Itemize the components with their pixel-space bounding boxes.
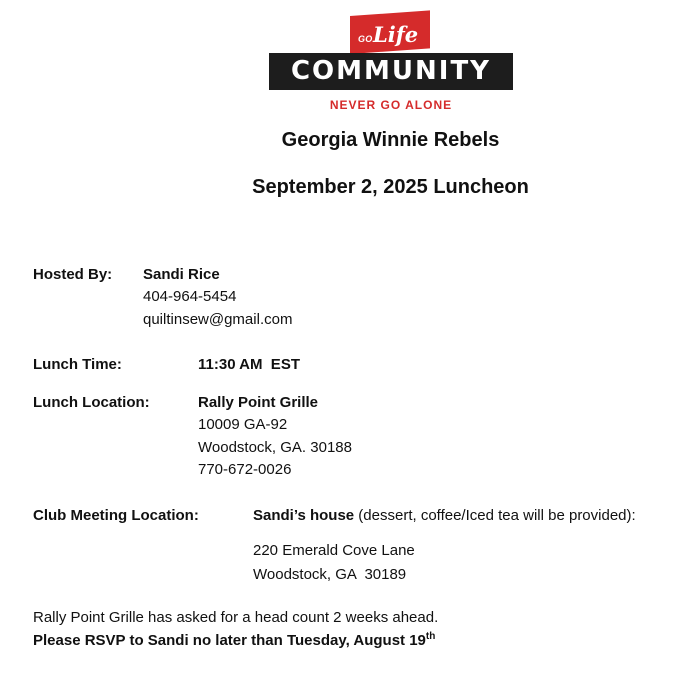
logo-community-text: COMMUNITY [290, 56, 492, 86]
club-meeting-address2: Woodstock, GA 30189 [253, 566, 407, 583]
rsvp-date-suffix: th [425, 631, 436, 642]
lunch-location-address2: Woodstock, GA. 30188 [198, 439, 352, 456]
club-meeting-label: Club Meeting Location: [33, 507, 199, 524]
lunch-location-name: Rally Point Grille [198, 394, 319, 411]
host-name: Sandi Rice [143, 266, 220, 283]
hosted-by-label: Hosted By: [33, 266, 113, 283]
go-life-community-logo [269, 14, 513, 114]
lunch-location-address1: 10009 GA-92 [198, 416, 288, 433]
lunch-location-phone: 770-672-0026 [198, 461, 292, 478]
host-email: quiltinsew@gmail.com [143, 311, 293, 328]
club-meeting-address1: 220 Emerald Cove Lane [253, 542, 415, 559]
logo-life-text: Life [373, 22, 419, 47]
club-meeting-line [253, 507, 636, 524]
rsvp-text: Please RSVP to Sandi no later than Tuesday, August 19 [33, 632, 426, 649]
lunch-time-value: 11:30 AM EST [198, 356, 300, 373]
page-title: Georgia Winnie Rebels [281, 129, 500, 151]
logo-go-text: GO [358, 34, 373, 44]
club-meeting-note: (dessert, coffee/Iced tea will be provided): [354, 507, 636, 524]
logo-tagline: NEVER GO ALONE [329, 98, 453, 112]
rsvp-note [33, 632, 435, 649]
page-subtitle: September 2, 2025 Luncheon [252, 176, 529, 198]
head-count-note: Rally Point Grille has asked for a head count 2 weeks ahead. [33, 609, 439, 626]
club-meeting-name: Sandi’s house [253, 507, 355, 524]
lunch-location-label: Lunch Location: [33, 394, 150, 411]
host-phone: 404-964-5454 [143, 288, 237, 305]
lunch-time-label: Lunch Time: [33, 356, 122, 373]
